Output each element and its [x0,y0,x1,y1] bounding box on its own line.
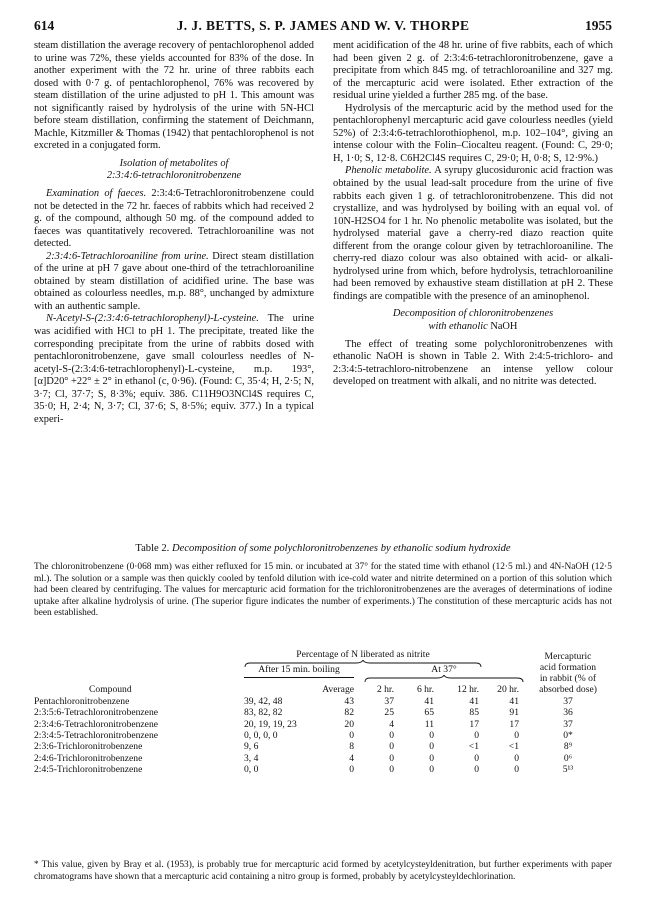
cell-h2: 4 [389,718,394,730]
cell-boiling: 83, 82, 82 [244,707,283,719]
cell-boiling: 39, 42, 48 [244,696,283,707]
subheading-faeces: Examination of faeces. [46,188,147,200]
cell-h12: 41 [469,696,479,707]
journal-year: 1955 [585,18,612,33]
cell-h12: <1 [468,741,479,753]
paragraph-acetylcysteine: N-Acetyl-S-(2:3:4:6-tetrachlorophenyl)-L-cysteine. The urine was acidified with HCl to pH 1. The precipitate, treated like the corresponding precipitate from the urine of rabbits dosed with pentachloronitrobenzene, gave small colourless needles of N-acetyl-S-(2:3:4:6-tetrachlorophenyl)-L-cysteine, m.p. 193°, [α]D20° +22° ± 2° in ethanol (c, 0·96). (Found: C, 35·4; H, 2·5; N, 3·7; Cl, 37·7; S, 8·3%; equiv. 386. C11H9O3NCl4S requires C, 35·0; H, 2·4; N, 3·7; Cl, 37·6; S, 8·5%; equiv. 377.) In a typical experi- [34,313,314,425]
group-brace [364,675,524,683]
group-header-37: At 37° [431,664,457,675]
cell-h12: 0 [474,729,479,741]
cell-average: 20 [344,718,354,730]
running-header [34,18,612,36]
merc-header-2: acid formation [539,662,597,673]
cell-average: 0 [349,729,354,741]
cell-h2: 0 [389,741,394,753]
running-title: J. J. BETTS, S. P. JAMES AND W. V. THORPE [176,18,470,33]
left-column [34,40,314,426]
group-rule-boiling [244,677,354,678]
cell-h12: 0 [474,763,479,775]
col-header-6hr: 6 hr. [416,684,434,695]
cell-h6: 0 [429,741,434,753]
cell-compound: 2:4:5-Trichloronitrobenzene [34,763,143,775]
paragraph-effect: The effect of treating some polychloronitrobenzenes with ethanolic NaOH is shown in Table 2. With 2:4:5-trichloro- and 2:3:4:5-tetrachloro-nitrobenzene an intense yellow colour developed on treatment with alkali, and no nitrite was detected. [333,338,613,388]
cell-h2: 37 [384,696,394,707]
cell-h12: 0 [474,752,479,764]
cell-merc: 37 [563,718,573,730]
cell-h6: 41 [424,696,434,707]
cell-h2: 0 [389,729,394,741]
col-header-compound: Compound [89,684,132,695]
cell-h2: 0 [389,752,394,764]
cell-average: 43 [344,696,354,707]
right-column [333,40,613,389]
cell-average: 0 [349,763,354,775]
cell-merc: 0⁶ [563,752,573,764]
paragraph-hydrolysis: Hydrolysis of the mercapturic acid by the method used for the pentachlorophenyl mercapturic acid gave colourless needles (yield 52%) of 2:3:4:6-tetrachlorothiophenol, m.p. 102–104°, giving an intense colour with the Folin–Ciocalteu reagent. (Found: C, 29·0; H, 1·0; S, 12·8. C6H2Cl4S requires C, 29·0; H, 0·8; S, 12·9%.) [333,102,613,164]
cell-h2: 25 [384,707,394,719]
cell-h20: 91 [509,707,519,719]
cell-boiling: 0, 0 [244,763,259,775]
col-header-2hr: 2 hr. [376,684,394,695]
cell-merc: 0* [563,729,573,741]
table-caption: Table 2. Decomposition of some polychloronitrobenzenes by ethanolic sodium hydroxide [135,543,511,554]
col-header-20hr: 20 hr. [497,684,519,695]
subheading-phenolic: Phenolic metabolite. [345,165,432,177]
cell-merc: 36 [563,707,573,719]
section-heading-compound: 2:3:4:6-tetrachloronitrobenzene [106,170,242,182]
cell-h6: 0 [429,763,434,775]
cell-merc: 8⁹ [563,741,573,753]
cell-compound: 2:3:6-Trichloronitrobenzene [34,741,143,753]
cell-h2: 0 [389,763,394,775]
section-heading-naoh: with ethanolic NaOH [428,321,518,333]
cell-boiling: 0, 0, 0, 0 [244,729,278,741]
col-header-12hr: 12 hr. [457,684,479,695]
section-heading-isolation: Isolation of metabolites of [119,157,229,169]
cell-compound: Pentachloronitrobenzene [34,696,130,707]
cell-h6: 11 [424,718,434,730]
subheading-acetylcysteine: N-Acetyl-S-(2:3:4:6-tetrachlorophenyl)-L-cysteine. [46,313,259,325]
cell-h12: 85 [469,707,479,719]
subheading-tetrachloroaniline: 2:3:4:6-Tetrachloroaniline from urine. [46,250,209,262]
col-header-average: Average [322,684,354,695]
cell-h20: <1 [508,741,519,753]
cell-h20: 41 [509,696,519,707]
cell-average: 82 [344,707,354,719]
cell-boiling: 20, 19, 19, 23 [244,718,297,730]
cell-h20: 0 [514,763,519,775]
cell-h20: 0 [514,729,519,741]
cell-compound: 2:3:4:6-Tetrachloronitrobenzene [34,718,158,730]
cell-h20: 0 [514,752,519,764]
merc-header-4: absorbed dose) [539,684,597,695]
paragraph-faeces: Examination of faeces. 2:3:4:6-Tetrachloronitrobenzene could not be detected in the 72 hr. faeces of rabbits which had received 2 g. of the compound, although 50 mg. of the compound added to faeces was quantitatively recovered. Tetrachloroaniline was not detected. [34,188,315,250]
paragraph-recovery: steam distillation the average recovery of pentachlorophenol added to urine was 72%, these yields accounted for 83% of the dose. In another experiment with the 72 hr. urine of three rabbits each dosed with 0·7 g. of pentachlorophenol, 76% was recovered by steam distillation of the urine adjusted to pH 1. This amount was not significantly raised by hydrolysis of the urine with 5N-HCl before steam distillation, confirming the statement of Deichmann, Machle, Kitzmiller & Thomas (1942) that pentachlorophenol is not excreted in a conjugated form. [34,40,314,152]
paragraph-phenolic: Phenolic metabolite. A syrupy glucosiduronic acid fraction was obtained by the usual lead-salt procedure from the urine of five rabbits each given 1 g. of tetrachloronitrobenzene. This did not crystallize, and was hydrolysed by boiling with an equal vol. of 10N-H2SO4 for 1 hr. No phenolic metabolite was isolated, but the hydrolysed material gave a cherry-red diazo reaction quite different from the orange colour given by tetrachloroaniline. The cherry-red diazo colour was also obtained with acid- or alkali-hydrolysed urine from which, before hydrolysis, tetrachloroaniline had been removed by exhaustive steam distillation at pH 2. These findings are compatible with the presence of an aminophenol. [333,165,613,302]
paragraph-tetrachloroaniline: 2:3:4:6-Tetrachloroaniline from urine. Direct steam distillation of the urine at pH 7 gave about one-third of the tetrachloroaniline obtained by steam distillation of acidified urine. The base was obtained as colourless needles, m.p. 88°, unchanged by admixture with an authentic sample. [34,250,314,312]
cell-compound: 2:4:6-Trichloronitrobenzene [34,752,143,764]
cell-boiling: 9, 6 [244,741,259,753]
group-header-boiling: After 15 min. boiling [258,664,340,675]
cell-h12: 17 [469,718,479,730]
section-heading-decomposition: Decomposition of chloronitrobenzenes [392,308,554,320]
merc-header-1: Mercapturic [544,651,592,662]
cell-merc: 5¹³ [562,763,574,775]
paragraph-acidification: ment acidification of the 48 hr. urine of five rabbits, each of which had been given 2 g. of 2:3:4:6-tetrachloronitrobenzene, gave a precipitate from which 845 mg. of tetrachloroaniline and 327 mg. of the mercapturic acid were isolated. Ether extraction of the residual urine yielded a further 285 mg. of the base. [333,40,613,102]
cell-average: 8 [349,741,354,753]
merc-header-3: in rabbit (% of [539,673,597,684]
cell-compound: 2:3:5:6-Tetrachloronitrobenzene [34,707,158,719]
cell-compound: 2:3:4:5-Tetrachloronitrobenzene [34,729,158,741]
cell-h6: 65 [424,707,434,719]
cell-boiling: 3, 4 [244,752,259,764]
page-number: 614 [34,18,55,33]
table-footnote: * This value, given by Bray et al. (1953), is probably true for mercapturic acid formed by acetylcysteyldenitration, but further experiments with paper chromatograms have shown that a mercapturic acid containing a nitro group is formed, probably by acetylcysteyldechlorination. [34,860,612,882]
cell-h6: 0 [429,752,434,764]
cell-merc: 37 [563,696,573,707]
table-note: The chloronitrobenzene (0·068 mm) was either refluxed for 15 min. or incubated at 37° for the stated time with ethanol (12·5 ml.) and 4N-NaOH (12·5 ml.). The solution or a sample was then quickly cooled by tenfold dilution with ice-cold water and nitrite determined on a portion of this solution which had been cleared by centrifuging. The values for mercapturic acid formation for the trichloronitrobenzenes are the averages of determinations of iodine uptake after alkaline hydrolysis of urine. (The superior figure indicates the number of experiments.) The constitution of these mercapturic acids has not been established. [34,562,612,619]
cell-h6: 0 [429,729,434,741]
cell-average: 4 [349,752,354,764]
span-header: Percentage of N liberated as nitrite [296,649,430,660]
cell-h20: 17 [509,718,519,730]
